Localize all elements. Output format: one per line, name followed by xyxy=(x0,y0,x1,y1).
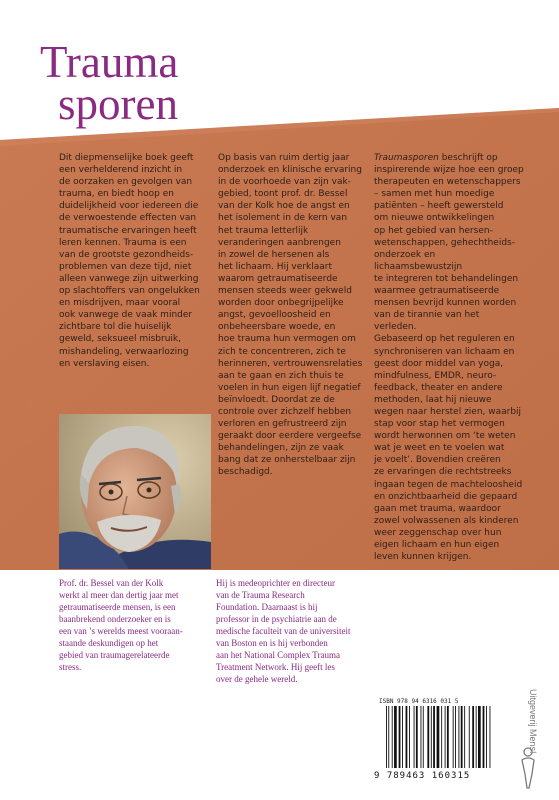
column-3-line: synchroniseren van lichaam en xyxy=(374,346,515,357)
bio-1-line: Prof. dr. Bessel van der Kolk xyxy=(59,578,164,588)
column-2-line: het trauma letterlijk xyxy=(218,225,309,236)
description-column-1 xyxy=(59,152,214,370)
barcode-bar xyxy=(476,706,477,768)
bio-2-line: aan het National Complex Trauma xyxy=(216,650,340,660)
column-3-line: leven kunnen krijgen. xyxy=(374,552,472,563)
isbn-label: ISBN 978 94 6316 031 5 xyxy=(379,698,459,705)
column-2-line: onbeheersbare woede, en xyxy=(218,322,336,333)
bio-2-line: Foundation. Daarnaast is hij xyxy=(216,602,318,612)
publisher-name: Uitgeverij Mens! xyxy=(528,689,538,754)
barcode-bar xyxy=(469,706,470,768)
column-1-line: trauma, en biedt hoop en xyxy=(59,189,174,200)
column-3-line: therapeuten en wetenschappers xyxy=(374,177,521,188)
barcode-bar xyxy=(453,706,454,768)
column-2-line: in zowel de hersenen als xyxy=(218,249,330,260)
column-2-line: voelen in hun eigen lijf negatief xyxy=(218,382,361,393)
author-bio-2 xyxy=(216,577,371,685)
column-3-line: zowel volwassenen als kinderen xyxy=(374,515,519,526)
column-3-line: je voelt’. Bovendien creëren xyxy=(374,455,501,466)
barcode-bar xyxy=(441,706,442,768)
description-column-3 xyxy=(374,152,524,563)
column-1-line: duidelijkheid voor iedereen die xyxy=(59,201,199,212)
column-1-line: de verwoestende effecten van xyxy=(59,213,197,224)
column-2-line: in de voorhoede van zijn vak- xyxy=(218,177,351,188)
photo-credit: © Lizzie Sky xyxy=(27,399,35,443)
bio-2-line: Hij is medeoprichter en directeur xyxy=(216,578,335,588)
column-2-line: het lichaam. Hij verklaart xyxy=(218,261,332,272)
bio-2-line: professor in de psychiatrie aan de xyxy=(216,614,337,624)
column-1-line: van de grootste gezondheids- xyxy=(59,249,194,260)
book-title-line-1: Trauma xyxy=(40,37,179,87)
column-3-line: weer zeggenschap over hun xyxy=(374,527,502,538)
column-2-line: beschadigd. xyxy=(218,467,273,478)
column-1-line: en verslaving eisen. xyxy=(59,358,150,369)
bio-2-line: van Boston en is hij verbonden xyxy=(216,638,328,648)
column-3-line: waarmee getraumatiseerde xyxy=(374,286,500,297)
column-1-line: Dit diepmenselijke boek geeft xyxy=(59,153,194,163)
bio-1-line: staande deskundigen op het xyxy=(59,638,159,648)
barcode-bar xyxy=(464,706,465,768)
column-2-line: van der Kolk hoe de angst en xyxy=(218,201,350,212)
column-2-line: waarom getraumatiseerde xyxy=(218,273,338,284)
column-3-line: op het gebied van hersen- xyxy=(374,225,493,236)
barcode-bar xyxy=(414,706,415,768)
column-3-line: van de tirannie van het verleden. xyxy=(374,310,480,333)
column-1-line: op slachtoffers van ongelukken xyxy=(59,286,200,297)
barcode-bar xyxy=(421,706,422,768)
barcode-bar xyxy=(437,706,440,768)
barcode-bar xyxy=(392,706,393,768)
column-2-line: behandelingen, zijn ze vaak xyxy=(218,443,344,454)
column-2-line: mensen steeds weer gekweld xyxy=(218,286,352,297)
column-1-line: een verhelderend inzicht in xyxy=(59,165,183,176)
column-1-line: problemen van deze tijd, niet xyxy=(59,261,192,272)
column-3-line: inspirerende wijze hoe een groep xyxy=(374,165,524,176)
barcode-bar xyxy=(394,706,397,768)
column-3-line: en onzichtbaarheid die gepaard xyxy=(374,491,518,502)
column-1-line: ook vanwege de vaak minder xyxy=(59,310,193,321)
column-3-line: Gebaseerd op het reguleren en xyxy=(374,334,515,345)
bio-1-line: gebied van traumagerelateerde xyxy=(59,650,170,660)
column-2-line: onderzoek en klinische ervaring xyxy=(218,165,362,176)
bio-2-line: medische faculteit van de universiteit xyxy=(216,626,351,636)
column-1-line: zichtbare tol die huiselijk xyxy=(59,322,172,333)
column-2-line: herinneren, vertrouwensrelaties xyxy=(218,358,363,369)
column-3-line: geest door middel van yoga, xyxy=(374,358,504,369)
barcode-bar xyxy=(447,706,449,768)
description-column-2 xyxy=(218,152,368,479)
column-1-line: de oorzaken en gevolgen van xyxy=(59,177,193,188)
column-2-line: worden door onbegrijpelijke xyxy=(218,298,344,309)
column-2-line: controle over zichzelf hebben xyxy=(218,406,352,417)
column-2-line: zich te concentreren, zich te xyxy=(218,346,346,357)
barcode-bar xyxy=(458,706,459,768)
column-3-line: ze ervaringen die rechtstreeks xyxy=(374,467,512,478)
column-3-line: gaan met trauma, waardoor xyxy=(374,503,501,514)
column-2-line: het isolement in de kern van xyxy=(218,213,348,224)
barcode-bar xyxy=(406,706,408,768)
book-title-italic: Traumasporen xyxy=(374,153,439,163)
bio-1-line: een van ’s werelds meest vooraan- xyxy=(59,626,183,636)
bio-1-line: werkt al meer dan dertig jaar met xyxy=(59,590,179,600)
bio-1-line: baanbrekend onderzoeker en is xyxy=(59,614,171,624)
column-2-line: beïnvloedt. Doordat ze de xyxy=(218,394,335,405)
column-2-line: aan te gaan en zich thuis te xyxy=(218,370,344,381)
column-3-line: patiënten – heeft gewersteld xyxy=(374,201,504,212)
column-2-line: angst, gevoelloosheid en xyxy=(218,310,331,321)
isbn-number: 9 789463 160315 xyxy=(374,771,471,781)
column-2-line: hoe trauma hun vermogen om xyxy=(218,334,356,345)
barcode-bar xyxy=(472,706,474,768)
column-3-line: eigen lichaam en hun eigen xyxy=(374,540,500,550)
column-3-line: – samen met hun moedige xyxy=(374,189,495,200)
column-3-line: methoden, laat hij nieuwe xyxy=(374,394,492,405)
bio-2-line: Treatment Network. Hij geeft les xyxy=(216,662,335,672)
bio-1-line: stress. xyxy=(59,662,82,672)
column-1-line: mishandeling, verwaarlozing xyxy=(59,346,189,357)
column-2-line: geraakt door eerdere vergeefse xyxy=(218,431,362,442)
author-portrait-photo xyxy=(59,414,211,569)
column-2-line: bang dat ze onherstelbaar zijn xyxy=(218,455,356,466)
bio-1-line: getraumatiseerde mensen, is een xyxy=(59,602,176,612)
column-3-line: te integreren tot behandelingen xyxy=(374,273,519,284)
column-1-line: traumatische ervaringen heeft xyxy=(59,225,197,236)
barcode xyxy=(384,706,504,770)
barcode-bar xyxy=(431,706,432,768)
column-1-line: en misdrijven, maar vooral xyxy=(59,298,181,309)
column-3-line: feedback, theater en andere xyxy=(374,382,503,393)
column-2-line: verloren en gefrustreerd zijn xyxy=(218,419,347,430)
column-3-line: ingaan tegen de machteloosheid xyxy=(374,479,523,490)
bio-2-line: over de gehele wereld. xyxy=(216,674,298,684)
barcode-bar xyxy=(399,706,401,768)
column-3-line: stap voor stap het vermogen xyxy=(374,419,505,430)
barcode-bar xyxy=(416,706,418,768)
column-3-line: wordt herwonnen om ‘te weten xyxy=(374,431,516,442)
author-bio-1 xyxy=(59,577,206,673)
column-3-line: mensen bevrijd kunnen worden xyxy=(374,298,517,309)
column-1-line: alleen vanwege zijn uitwerking xyxy=(59,273,199,284)
column-3-line: wat je weet en te voelen wat xyxy=(374,443,505,454)
column-1-line: geweld, seksueel misbruik, xyxy=(59,334,181,345)
column-3-first-line-rest: beschrijft op xyxy=(438,153,498,163)
barcode-bar xyxy=(433,706,435,768)
column-3-line: om nieuwe ontwikkelingen xyxy=(374,213,495,224)
barcode-bar xyxy=(486,706,487,768)
column-2-line: gebied, toont prof. dr. Bessel xyxy=(218,189,348,200)
barcode-bar xyxy=(427,706,429,768)
barcode-bar xyxy=(461,706,463,768)
barcode-bar xyxy=(388,706,389,768)
barcode-bar xyxy=(455,706,456,768)
barcode-bar xyxy=(445,706,446,768)
barcode-bar xyxy=(478,706,481,768)
column-3-line: mindfulness, EMDR, neuro- xyxy=(374,370,497,381)
column-3-line: wegen naar herstel zien, waarbij xyxy=(374,406,522,417)
barcode-bar xyxy=(483,706,485,768)
barcode-bar xyxy=(386,706,387,768)
bio-2-line: van de Trauma Research xyxy=(216,590,305,600)
book-title-line-2: sporen xyxy=(58,79,178,129)
column-3-line: onderzoek en lichaamsbewustzijn xyxy=(374,249,463,272)
column-1-line: leren kennen. Trauma is een xyxy=(59,237,187,248)
barcode-bar xyxy=(490,706,491,768)
column-2-line: Op basis van ruim dertig jaar xyxy=(218,153,350,163)
column-3-first-line xyxy=(374,152,524,164)
column-3-line: wetenschappen, gehechtheids- xyxy=(374,237,515,248)
barcode-bar xyxy=(409,706,410,768)
column-2-line: veranderingen aanbrengen xyxy=(218,237,341,248)
barcode-bar xyxy=(423,706,424,768)
barcode-bar xyxy=(402,706,403,768)
